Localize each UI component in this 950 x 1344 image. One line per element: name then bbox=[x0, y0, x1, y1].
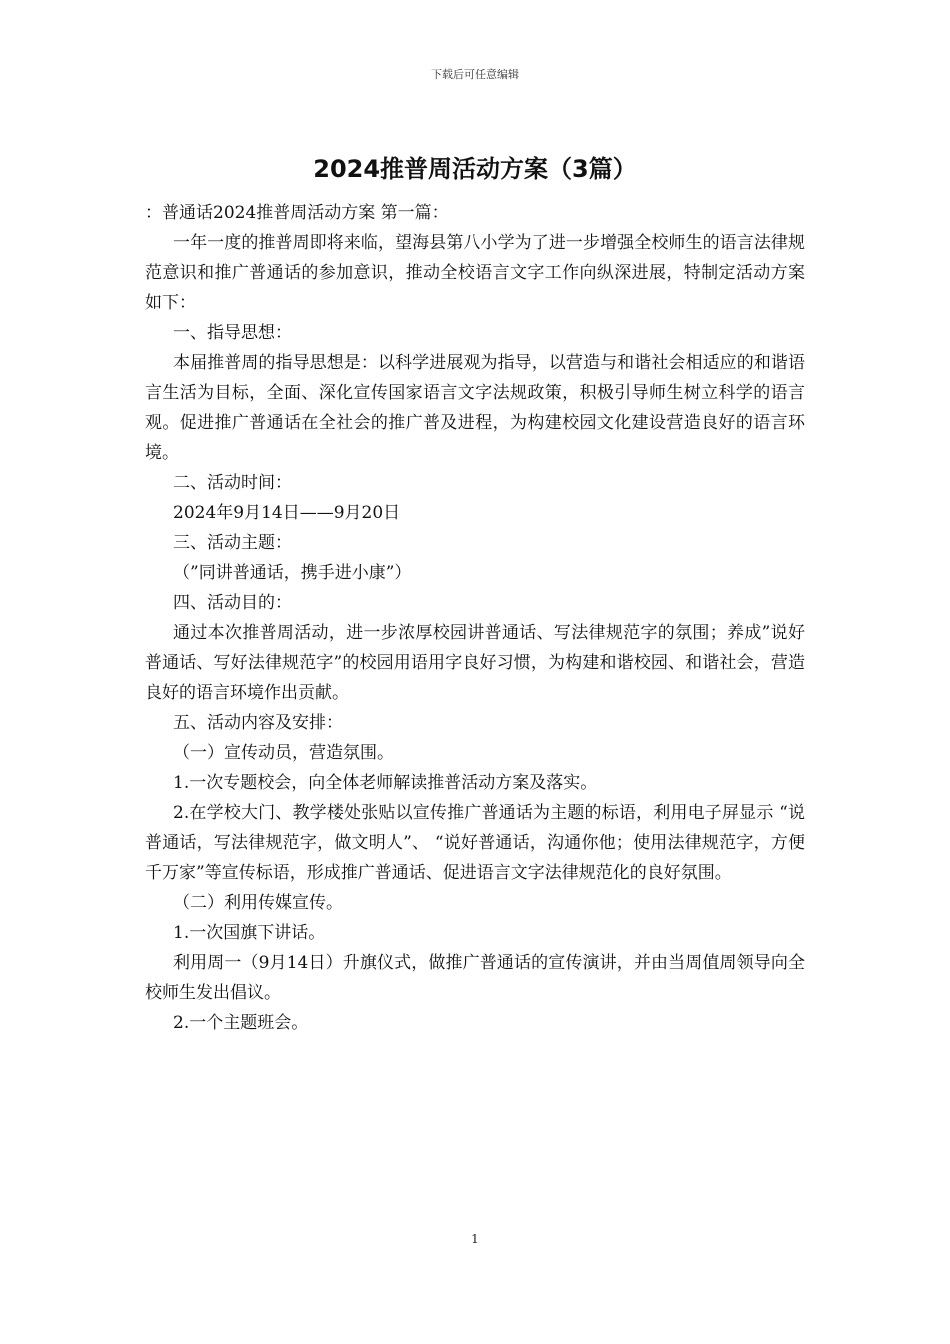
body-paragraph: 1.一次专题校会，向全体老师解读推普活动方案及落实。 bbox=[173, 773, 598, 793]
body-paragraph: 一、指导思想： bbox=[173, 323, 292, 343]
document-title: 2024推普周活动方案（3篇） bbox=[313, 155, 637, 183]
body-paragraph: （二）利用传媒宣传。 bbox=[173, 893, 343, 913]
body-paragraph: 通过本次推普周活动，进一步浓厚校园讲普通话、写法律规范字的氛围；养成”说好普通话、写好法律规范字”的校园用语用字良好习惯，为构建和谐校园、和谐社会，营造良好的语言环境作出贡献。 bbox=[145, 623, 805, 703]
body-paragraph: 一年一度的推普周即将来临，望海县第八小学为了进一步增强全校师生的语言法律规范意识和推广普通话的参加意识，推动全校语言文字工作向纵深进展，特制定活动方案如下： bbox=[145, 233, 805, 313]
page-number: 1 bbox=[471, 1232, 479, 1246]
body-paragraph: 1.一次国旗下讲话。 bbox=[173, 923, 326, 943]
body-paragraph: （一）宣传动员，营造氛围。 bbox=[173, 743, 394, 763]
body-paragraph: 三、活动主题： bbox=[173, 533, 292, 553]
page-header-note: 下载后可任意编辑 bbox=[431, 68, 519, 81]
body-paragraph: 五、活动内容及安排： bbox=[173, 713, 343, 733]
body-paragraph: 2024年9月14日——9月20日 bbox=[173, 503, 401, 523]
document-body bbox=[145, 198, 805, 1038]
body-paragraph: 2.在学校大门、教学楼处张贴以宣传推广普通话为主题的标语，利用电子屏显示 “说普通话，写法律规范字，做文明人”、 “说好普通话，沟通你他；使用法律规范字，方便千万家”等宣传标语，形成推广普通话、促进语言文字法律规范化的良好氛围。 bbox=[145, 803, 805, 883]
body-paragraph: ：普通话2024推普周活动方案 第一篇： bbox=[145, 203, 449, 223]
body-paragraph: 利用周一（9月14日）升旗仪式，做推广普通话的宣传演讲，并由当周值周领导向全校师生发出倡议。 bbox=[145, 953, 805, 1003]
body-paragraph: （”同讲普通话，携手进小康”） bbox=[173, 563, 412, 583]
body-paragraph: 2.一个主题班会。 bbox=[173, 1013, 309, 1033]
body-paragraph: 本届推普周的指导思想是：以科学进展观为指导，以营造与和谐社会相适应的和谐语言生活为目标，全面、深化宣传国家语言文字法规政策，积极引导师生树立科学的语言观。促进推广普通话在全社会的推广普及进程，为构建校园文化建设营造良好的语言环境。 bbox=[145, 353, 805, 463]
body-paragraph: 四、活动目的： bbox=[173, 593, 292, 613]
body-paragraph: 二、活动时间： bbox=[173, 473, 292, 493]
